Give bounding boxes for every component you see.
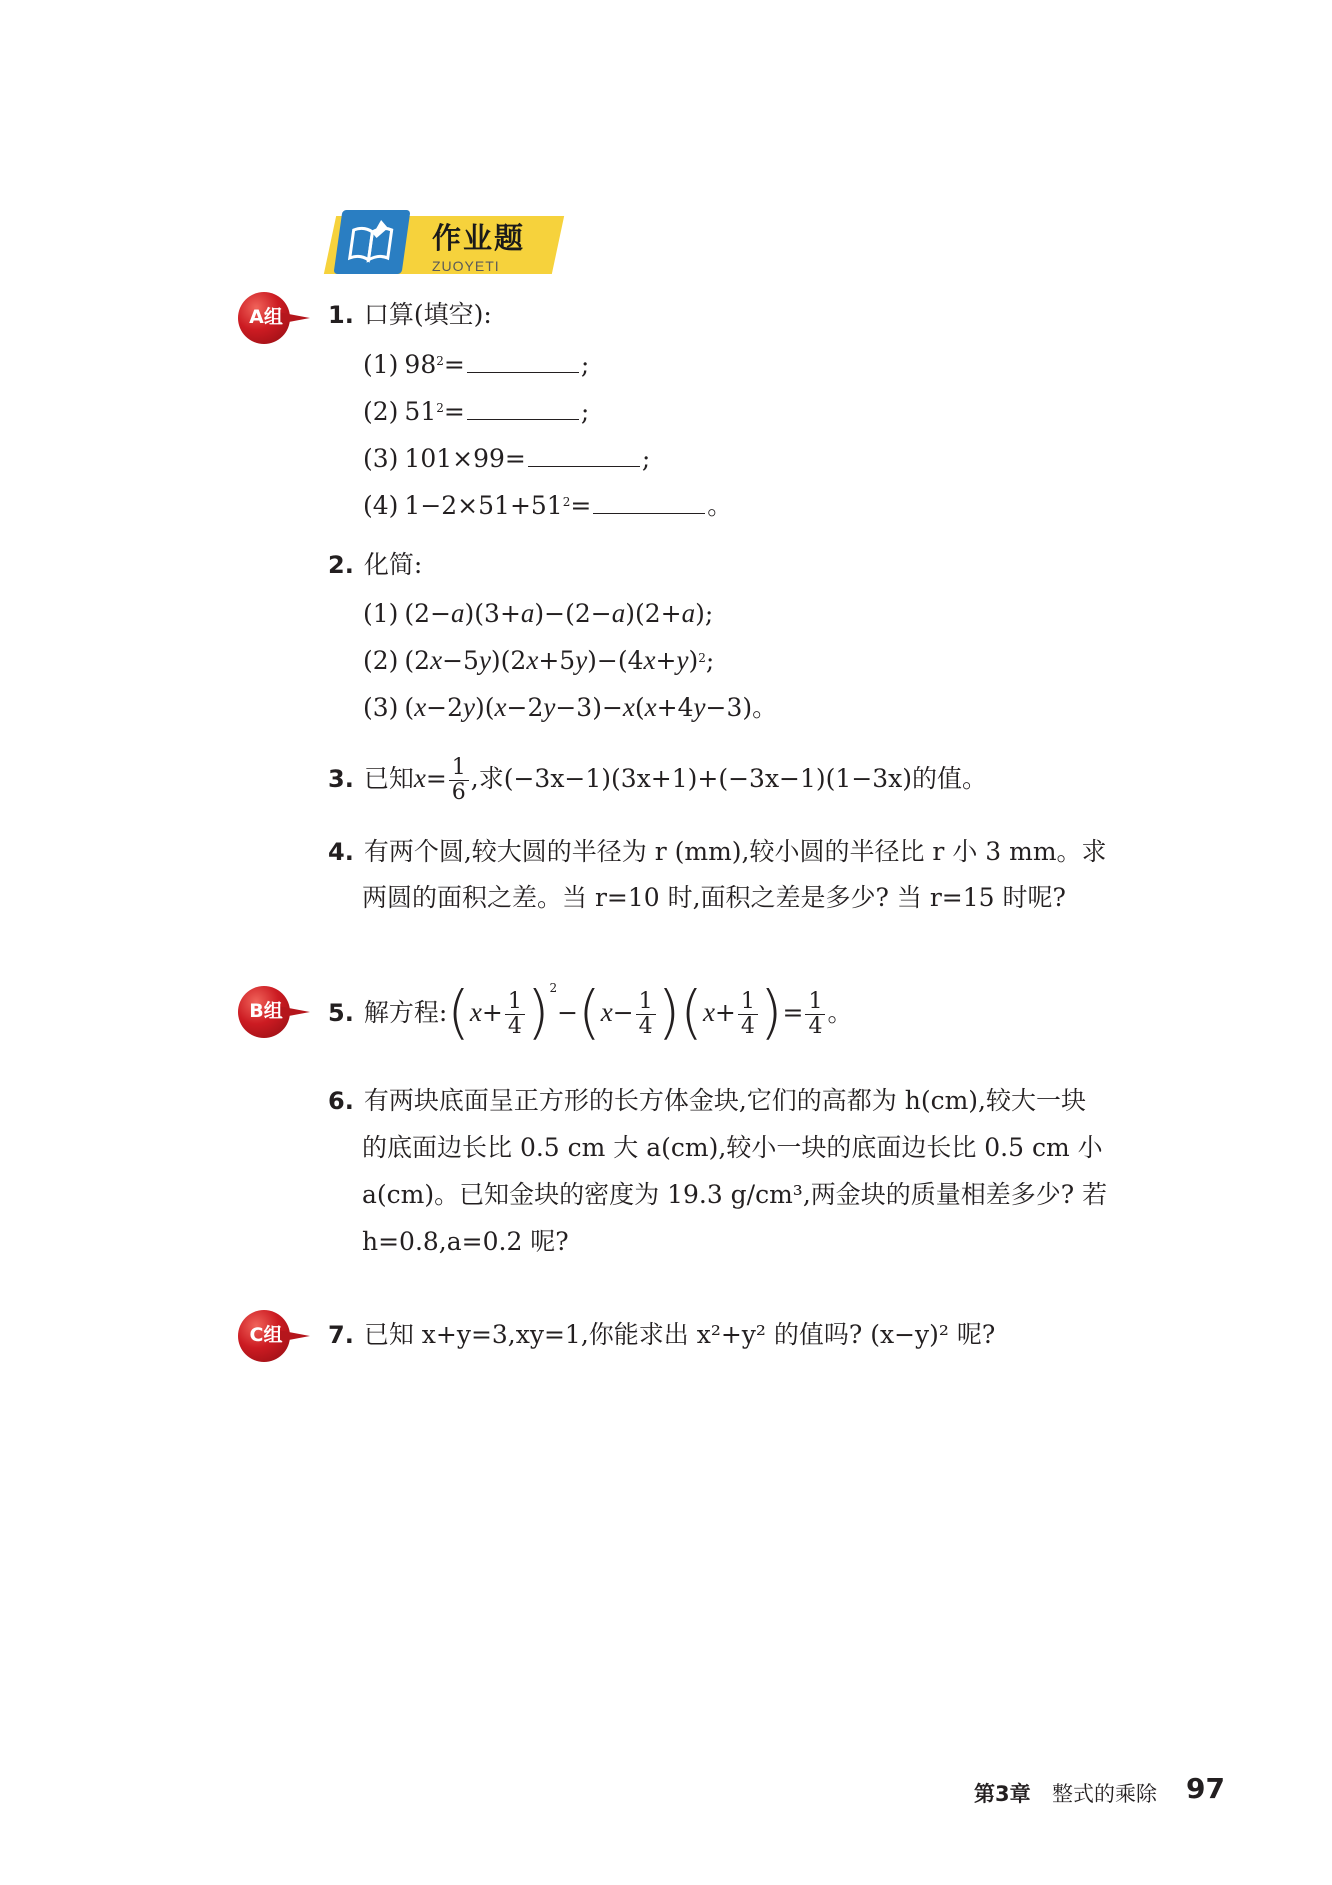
answer-blank[interactable] [467,393,579,420]
footer-title: 整式的乘除 [1052,1782,1157,1806]
question-3: 3. 已知x= $\frac{1}{6}$ ,求(−3x−1)(3x+1)+(−3x−1)(1−3x)的值。 [328,755,988,805]
question-2: 2. 化简: [328,550,423,579]
book-icon [334,210,411,274]
q2-item-2: (2) $(2x-5y)(2x+5y)-(4x+y)^2$; [363,645,715,675]
question-5: 5. 解方程:(x+ $\frac{1}{4}$ )$^2$−(x− $\frac{1}{4}$ )(x+ $\frac{1}{4}$ )= $\frac{1}{4}$ 。 [328,977,853,1046]
section-title: 作业题 [432,221,526,255]
page-number: 97 [1186,1772,1225,1805]
section-subtitle: ZUOYETI [432,258,500,274]
group-a-badge: A组 [238,292,308,342]
q2-item-1: (1) (2−a)(3+a)−(2−a)(2+a); [363,598,714,628]
q1-item-1: (1) $98^2=$ ; [363,346,589,382]
q2-item-3: (3) (x−2y)(x−2y−3)−x(x+4y−3)。 [363,692,778,722]
question-6-line-4: h=0.8,a=0.2 呢? [362,1227,569,1256]
q1-item-2: (2) $51^2=$ ; [363,393,589,429]
q1-item-4: (4) $1-2\times 51+51^2=$ 。 [363,487,732,523]
question-1: 1. 口算(填空): [328,300,492,329]
footer-chapter: 第3章 [974,1782,1031,1806]
question-6-line-3: a(cm)。已知金块的密度为 19.3 g/cm³,两金块的质量相差多少? 若 [362,1180,1108,1209]
fraction: $\frac{1}{6}$ [449,756,469,805]
question-6-line-1: 6. 有两块底面呈正方形的长方体金块,它们的高都为 h(cm),较大一块 [328,1086,1086,1115]
question-6-line-2: 的底面边长比 0.5 cm 大 a(cm),较小一块的底面边长比 0.5 cm 小 [362,1133,1103,1162]
q1-item-3: (3) 101×99= ; [363,440,650,476]
question-4-line-2: 两圆的面积之差。当 r=10 时,面积之差是多少? 当 r=15 时呢? [362,883,1066,912]
group-b-badge: B组 [238,986,308,1036]
answer-blank[interactable] [467,346,579,373]
question-4-line-1: 4. 有两个圆,较大圆的半径为 r (mm),较小圆的半径比 r 小 3 mm。求 [328,837,1107,866]
group-c-badge: C组 [238,1310,308,1360]
answer-blank[interactable] [528,440,640,467]
question-7: 7. 已知 x+y=3,xy=1,你能求出 x²+y² 的值吗? (x−y)² 呢? [328,1320,996,1349]
answer-blank[interactable] [593,487,705,514]
